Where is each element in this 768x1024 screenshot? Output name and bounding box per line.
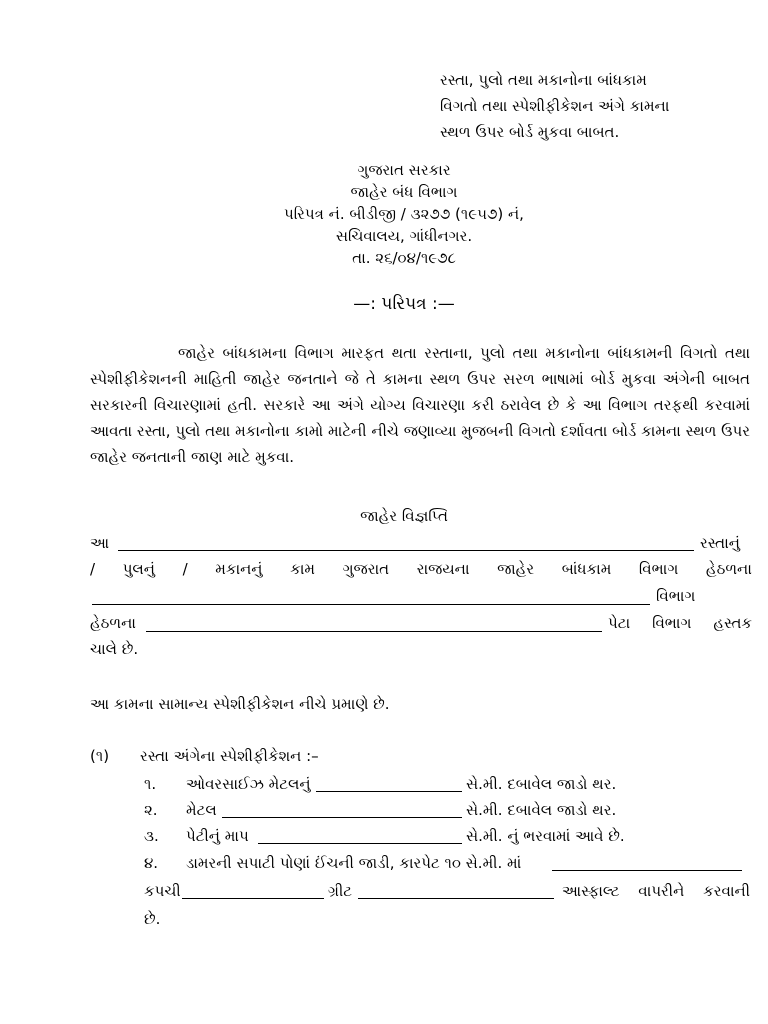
row2-word: /	[90, 560, 96, 578]
continues-label: ચાલે છે.	[90, 640, 139, 658]
spec-item-4-text: ડામરની સપાટી પોણાં ઈંચની જાડી, કારપેટ ૧૦ સે.મી. માં	[186, 854, 522, 872]
intro-paragraph-text: જાહેર બાંધકામના વિભાગ મારફત થતા રસ્તાના, પુલો તથા મકાનોના બાંધકામની વિગતો તથા સ્પેશીફીકેશનની માહિતી જાહેર જનતાને જે તે કામના સ્થળ ઉપર સરળ ભાષામાં બોર્ડ મુકવા અંગેની બાબત સરકારની વિચારણામાં હતી. સરકારે આ અંગે યોગ્ય વિચારણા કરી ઠરાવેલ છે કે આ વિભાગ તરફથી કરવામાં આવતા રસ્તા, પુલો તથા મકાનોના કામો માટેની નીચે જણાવ્યા મુજબની વિગતો દર્શાવતા બોર્ડ કામના સ્થળ ઉપર જાહેર જનતાની જાણ માટે મુકવા.	[90, 344, 750, 466]
subject-line-1: રસ્તા, પુલો તથા મકાનોના બાંધકામ	[440, 71, 647, 89]
intro-paragraph	[90, 340, 750, 470]
govt-name: ગુજરાત સરકાર	[357, 161, 451, 179]
road-name-blank[interactable]	[118, 550, 694, 551]
circular-title-text: —: પરિપત્ર :—	[353, 294, 455, 314]
spec-item-suffix: સે.મી. નું ભરવામાં આવે છે.	[466, 827, 625, 845]
row2-word: રાજયના	[416, 560, 470, 578]
kapchi-blank[interactable]	[182, 898, 324, 899]
division-name-blank[interactable]	[92, 604, 650, 605]
notice-this-label: આ	[90, 534, 110, 552]
carpet-blank[interactable]	[552, 870, 742, 871]
item4-tail-word: કરવાની	[703, 882, 750, 900]
row2-word: મકાનનું	[215, 560, 263, 578]
date: તા. ૨૬/૦૪/૧૯૭૮	[352, 249, 456, 267]
oversize-metal-blank[interactable]	[316, 791, 462, 792]
grit-label: ગ્રીટ	[328, 882, 352, 900]
spec-item-number: ૩.	[144, 827, 159, 845]
row4-tail	[608, 613, 752, 633]
row2-word: હેઠળના	[705, 560, 752, 578]
circular-number: પરિપત્ર નં. બીડીજી / ૩૨૭૭ (૧૯૫૭) નં,	[284, 205, 524, 223]
subject-line-2: વિગતો તથા સ્પેશીફીકેશન અંગે કામના	[440, 97, 670, 115]
spec-item-label: ઓવરસાઈઝ મેટલનું	[186, 775, 311, 793]
spec-item-suffix: સે.મી. દબાવેલ જાડો થર.	[466, 775, 617, 793]
row4-word: પેટા	[608, 614, 631, 632]
spec-intro: આ કામના સામાન્ય સ્પેશીફીકેશન નીચે પ્રમાણે છે.	[90, 695, 390, 713]
under-label: હેઠળના	[90, 614, 136, 632]
spec-item-number: ૧.	[144, 775, 157, 793]
road-spec-number: (૧)	[90, 747, 110, 765]
item4-tail	[562, 881, 750, 901]
item4-tail-word: આસ્ફાલ્ટ	[562, 882, 620, 900]
spec-item-suffix: સે.મી. દબાવેલ જાડો થર.	[466, 801, 617, 819]
subdivision-name-blank[interactable]	[146, 631, 602, 632]
spec-item-label: મેટલ	[186, 801, 217, 819]
spec-item-label: પેટીનું માપ	[186, 827, 249, 845]
spec-item-number: ૪.	[144, 854, 159, 872]
row4-word: હસ્તક	[713, 614, 752, 632]
place: સચિવાલય, ગાંધીનગર.	[335, 227, 473, 245]
notice-heading-text: જાહેર વિજ્ઞપ્તિ	[360, 507, 448, 525]
road-spec-heading: રસ્તા અંગેના સ્પેશીફીકેશન :–	[140, 747, 319, 765]
row2-word: કામ	[290, 560, 315, 578]
subject-block	[440, 70, 669, 148]
box-size-blank[interactable]	[258, 843, 462, 844]
row2-word: જાહેર	[497, 560, 535, 578]
row2-word: વિભાગ	[638, 560, 679, 578]
department-name: જાહેર બંધ વિભાગ	[350, 183, 458, 201]
notice-heading	[0, 506, 768, 528]
header-block	[0, 160, 768, 270]
row2-word: ગુજરાત	[342, 560, 390, 578]
circular-title	[0, 294, 768, 316]
notice-row-2	[90, 560, 752, 578]
item4-tail-word: વાપરીને	[638, 882, 685, 900]
row2-word: /	[182, 560, 188, 578]
row4-word: વિભાગ	[652, 614, 692, 632]
division-label: વિભાગ	[656, 587, 696, 605]
metal-blank[interactable]	[222, 817, 462, 818]
item4-end: છે.	[144, 910, 161, 928]
kapchi-label: કપચી	[144, 882, 181, 900]
row2-word: પુલનું	[122, 560, 155, 578]
notice-road-label: રસ્તાનું	[700, 534, 740, 552]
subject-line-3: સ્થળ ઉપર બોર્ડ મુકવા બાબત.	[440, 123, 620, 141]
spec-item-number: ૨.	[144, 801, 158, 819]
row2-word: બાંધકામ	[561, 560, 612, 578]
grit-blank[interactable]	[358, 898, 554, 899]
